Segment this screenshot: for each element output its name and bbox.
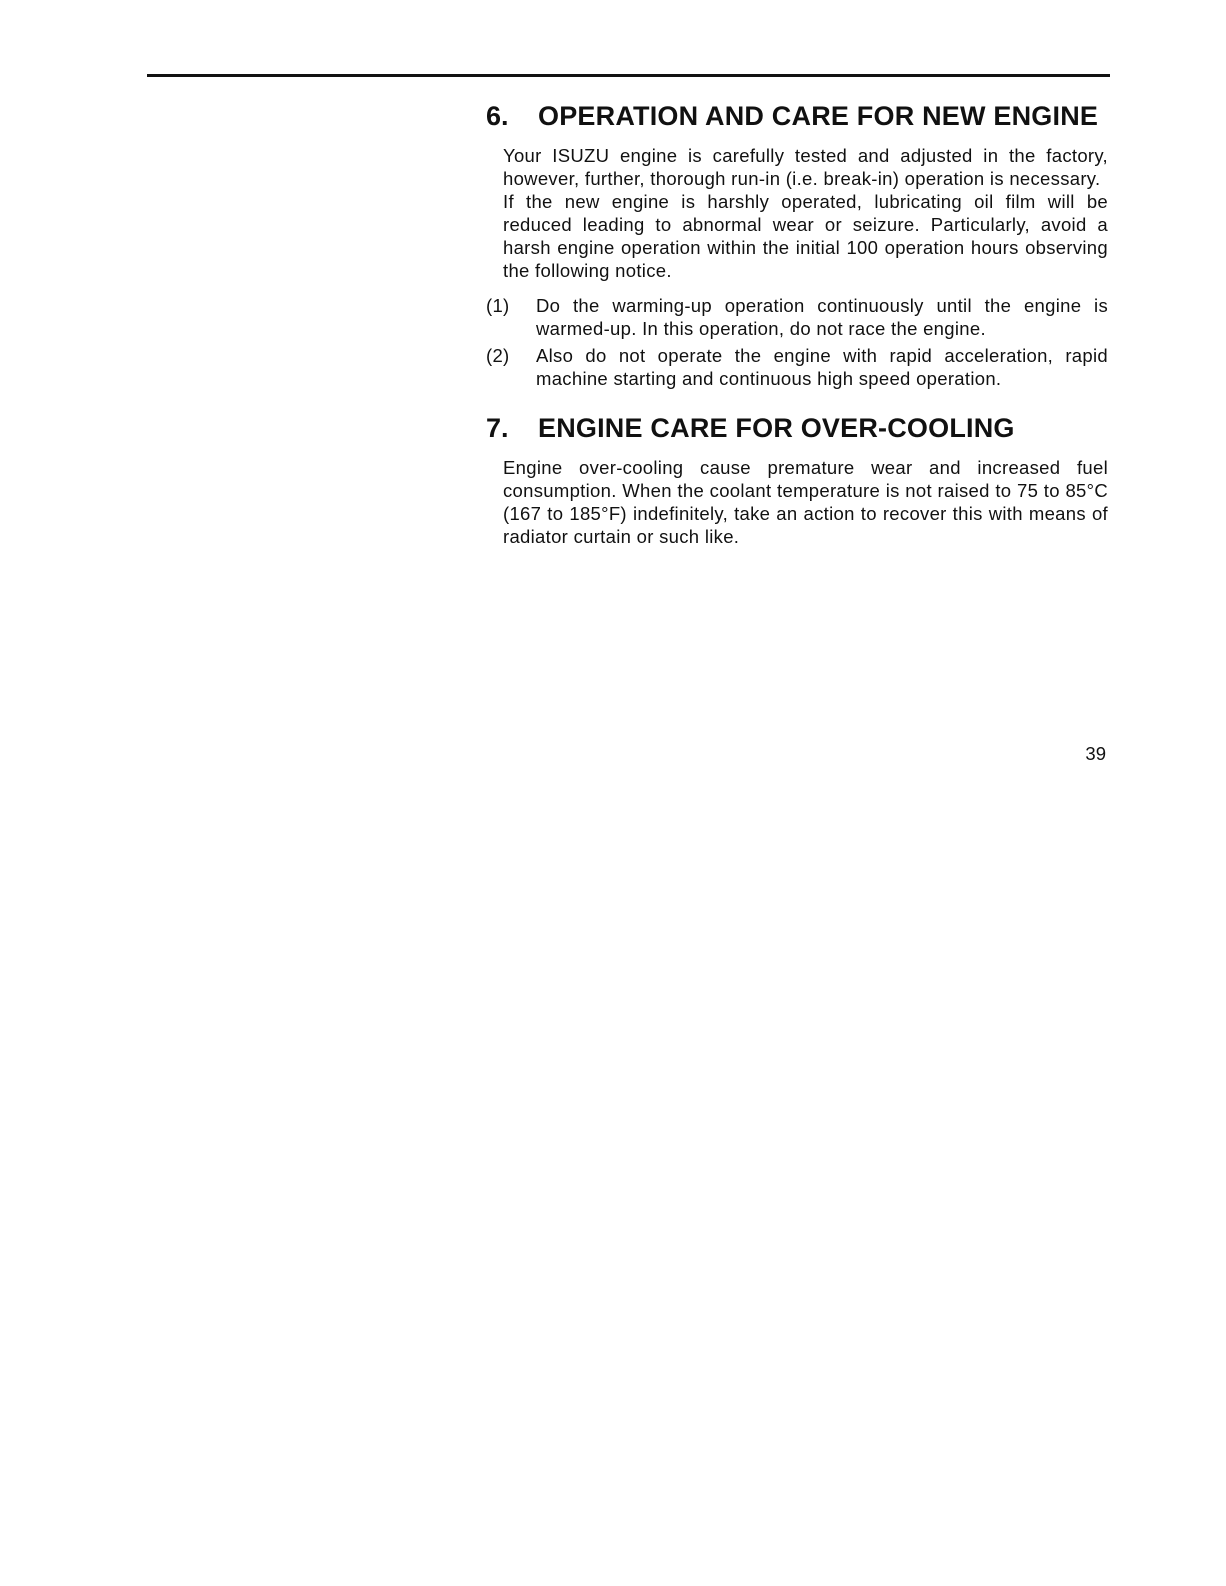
paragraph: If the new engine is harshly operated, lubricating oil film will be reduced leading to abnormal wear or seizure. Particularly, avoid a harsh engine operation within the initial 100 operation hours observing the following notice. (503, 191, 1108, 281)
list-item-marker: (2) (486, 345, 510, 366)
paragraph: Engine over-cooling cause premature wear and increased fuel consumption. When the coolant temperature is not raised to 75 to 85°C (167 to 185°F) indefinitely, take an action to recover this with means of radiator curtain or such like. (503, 457, 1108, 547)
section-body (503, 456, 1108, 548)
section-over-cooling (486, 410, 1108, 548)
section-title: OPERATION AND CARE FOR NEW ENGINE (538, 101, 1099, 131)
section-body (503, 144, 1108, 282)
section-heading (486, 98, 1108, 134)
page-number: 39 (1085, 743, 1106, 764)
paragraph: Your ISUZU engine is carefully tested and adjusted in the factory, however, further, thorough run-in (i.e. break-in) operation is necessary. (503, 145, 1108, 189)
list-item-marker: (1) (486, 295, 510, 316)
section-heading (486, 410, 1108, 446)
list-item-text: Also do not operate the engine with rapid acceleration, rapid machine starting and continuous high speed operation. (536, 345, 1108, 389)
page-content (486, 98, 1108, 548)
section-number: 7. (486, 413, 509, 443)
list-item-text: Do the warming-up operation continuously until the engine is warmed-up. In this operation, do not race the engine. (536, 295, 1108, 339)
section-title: ENGINE CARE FOR OVER-COOLING (538, 413, 1015, 443)
notice-list (486, 294, 1108, 390)
list-item (486, 294, 1108, 340)
header-rule (147, 74, 1110, 77)
section-operation-and-care (486, 98, 1108, 390)
section-number: 6. (486, 101, 509, 131)
list-item (486, 344, 1108, 390)
